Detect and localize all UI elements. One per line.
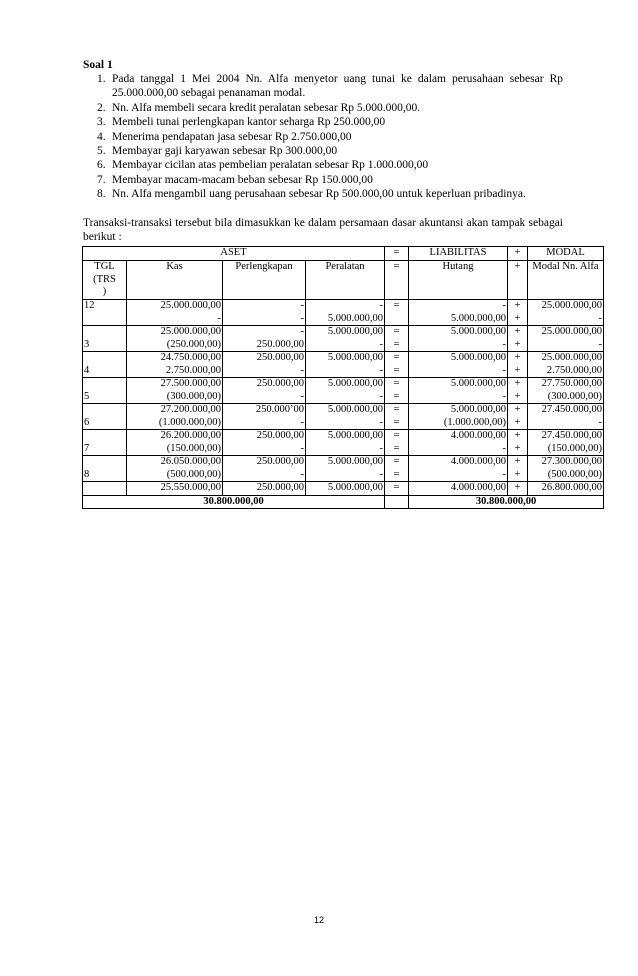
plus-cell-line: +	[514, 430, 521, 441]
list-item	[83, 101, 563, 115]
peralatan-cell-line: 5.000.000,00	[327, 456, 383, 467]
section-title: Soal 1	[83, 59, 113, 71]
plus-cell-line: +	[514, 378, 521, 389]
equals-header: =	[385, 247, 409, 261]
peralatan-cell-line: -	[379, 338, 383, 350]
kas-cell	[127, 300, 223, 326]
plus-cell	[508, 300, 528, 326]
hutang-cell-line: -	[502, 338, 506, 350]
perlengkapan-cell	[223, 456, 306, 482]
plus-cell-line: +	[514, 338, 521, 350]
peralatan-cell	[306, 378, 385, 404]
kas-cell-line: (300.000,00)	[166, 390, 221, 402]
plus-cell-line: +	[514, 468, 521, 480]
final-balance-row	[83, 482, 604, 496]
item-number: 7.	[97, 173, 106, 186]
plus-cell-line: +	[514, 456, 521, 467]
equals-cell-line: =	[393, 416, 400, 428]
equals-cell-line: =	[393, 468, 400, 480]
modal-cell-line: 27.450.000,00	[541, 430, 602, 441]
modal-cell	[528, 300, 604, 326]
hutang-cell	[409, 326, 508, 352]
equals-cell-line: =	[393, 300, 400, 311]
peralatan-cell-line: 5.000.000,00	[327, 404, 383, 415]
item-text: Membayar cicilan atas pembelian peralatan sebesar Rp 1.000.000,00	[112, 159, 429, 172]
modal-cell: 26.800.000,00	[528, 482, 604, 496]
hutang-cell-line: (1.000.000,00)	[443, 416, 506, 428]
plus-cell	[508, 326, 528, 352]
tgl-cell-line	[84, 430, 125, 443]
transaction-row	[83, 352, 604, 378]
kas-cell-line: 26.200.000,00	[160, 430, 221, 441]
hutang-header: Hutang	[409, 261, 508, 300]
plus-cell	[508, 352, 528, 378]
hutang-cell-line: 4.000.000,00	[450, 430, 506, 441]
equals-cell	[385, 352, 409, 378]
perlengkapan-cell	[223, 326, 306, 352]
peralatan-cell-line: -	[379, 390, 383, 402]
hutang-cell	[409, 456, 508, 482]
plus-cell-line: +	[514, 300, 521, 311]
equals-cell	[385, 326, 409, 352]
kas-cell-line: 25.000.000,00	[160, 326, 221, 337]
hutang-cell: 4.000.000,00	[409, 482, 508, 496]
tgl-cell	[83, 300, 127, 326]
kas-cell-line: 26.050.000,00	[160, 456, 221, 467]
hutang-cell-line: -	[502, 468, 506, 480]
perlengkapan-cell-line: -	[300, 468, 304, 480]
transaction-row	[83, 404, 604, 430]
total-liabilitas-modal: 30.800.000,00	[409, 495, 604, 509]
item-text: Nn. Alfa membeli secara kredit peralatan sebesar Rp 5.000.000,00.	[112, 101, 421, 114]
perlengkapan-cell-line: 250.000,00	[256, 352, 304, 363]
kas-header: Kas	[127, 261, 223, 300]
tgl-cell-line: 12	[84, 300, 95, 311]
hutang-cell	[409, 430, 508, 456]
peralatan-cell	[306, 300, 385, 326]
kas-cell-line: 24.750.000,00	[160, 352, 221, 363]
modal-cell-line: 25.000.000,00	[541, 326, 602, 337]
tgl-cell	[83, 326, 127, 352]
perlengkapan-cell-line: -	[300, 364, 304, 376]
tgl-cell-line	[84, 404, 125, 417]
peralatan-header: Peralatan	[306, 261, 385, 300]
perlengkapan-cell: 250.000,00	[223, 482, 306, 496]
plus-cell-line: +	[514, 442, 521, 454]
kas-cell-line: (250.000,00)	[166, 338, 221, 350]
equals-cell-line: =	[393, 430, 400, 441]
modal-cell-line: 27.450.000,00	[541, 404, 602, 415]
transaction-row	[83, 456, 604, 482]
plus-cell-line: +	[514, 404, 521, 415]
hutang-cell	[409, 300, 508, 326]
modal-cell-line: -	[598, 338, 602, 350]
hutang-cell-line: 5.000.000,00	[450, 326, 506, 337]
equals-cell	[385, 404, 409, 430]
tgl-cell-line: 6	[84, 416, 90, 428]
list-item	[83, 187, 563, 201]
transaction-row	[83, 378, 604, 404]
kas-cell	[127, 326, 223, 352]
equals-cell	[385, 456, 409, 482]
peralatan-cell-line: -	[379, 364, 383, 376]
perlengkapan-cell-line: 250.000’00	[255, 404, 304, 415]
peralatan-cell	[306, 404, 385, 430]
tgl-header	[83, 261, 127, 300]
kas-cell	[127, 404, 223, 430]
equals-cell-line: =	[393, 326, 400, 337]
hutang-cell-line: -	[502, 390, 506, 402]
peralatan-cell: 5.000.000,00	[306, 482, 385, 496]
transaction-row	[83, 430, 604, 456]
kas-cell-line: 25.000.000,00	[160, 300, 221, 311]
tgl-cell	[83, 378, 127, 404]
tgl-cell	[83, 482, 127, 496]
kas-cell	[127, 352, 223, 378]
equals-cell	[385, 300, 409, 326]
list-item	[83, 115, 563, 129]
list-item	[83, 173, 563, 187]
modal-cell-line: -	[598, 312, 602, 324]
hutang-cell-line: -	[502, 364, 506, 376]
peralatan-cell-line: 5.000.000,00	[327, 430, 383, 441]
perlengkapan-header: Perlengkapan	[223, 261, 306, 300]
item-text: Membayar gaji karyawan sebesar Rp 300.000,00	[112, 145, 338, 158]
group-header-row	[83, 247, 604, 261]
peralatan-cell	[306, 326, 385, 352]
list-item	[83, 130, 563, 144]
item-number: 4.	[97, 130, 106, 143]
perlengkapan-cell-line: 250.000,00	[256, 338, 304, 350]
modal-cell-line: (500.000,00)	[547, 468, 602, 480]
liabilitas-header: LIABILITAS	[409, 247, 508, 261]
kas-cell	[127, 430, 223, 456]
modal-cell	[528, 326, 604, 352]
tgl-cell-line	[84, 378, 125, 391]
plus-header: +	[508, 261, 528, 300]
item-number: 8.	[97, 188, 106, 201]
equals-cell	[385, 378, 409, 404]
equals-cell-line	[386, 313, 407, 326]
peralatan-cell-line: 5.000.000,00	[327, 378, 383, 389]
perlengkapan-cell-line: -	[300, 312, 304, 324]
plus-header: +	[508, 247, 528, 261]
item-number: 2.	[97, 101, 106, 114]
tgl-cell-line: 5	[84, 390, 90, 402]
equals-cell-line: =	[393, 390, 400, 402]
equals-cell	[385, 430, 409, 456]
hutang-cell-line: 5.000.000,00	[450, 312, 506, 324]
peralatan-cell-line: -	[379, 300, 383, 311]
peralatan-cell-line: 5.000.000,00	[327, 326, 383, 337]
modal-cell	[528, 352, 604, 378]
modal-cell	[528, 404, 604, 430]
plus-cell	[508, 456, 528, 482]
equals-cell: =	[385, 482, 409, 496]
list-item	[83, 72, 563, 101]
intro-paragraph: Transaksi-transaksi tersebut bila dimasukkan ke dalam persamaan dasar akuntansi akan tampak sebagai berikut :	[83, 217, 563, 244]
kas-cell-line: (150.000,00)	[166, 442, 221, 454]
plus-cell-line: +	[514, 390, 521, 402]
list-item	[83, 158, 563, 172]
list-item	[83, 144, 563, 158]
modal-alfa-header: Modal Nn. Alfa	[528, 261, 604, 300]
kas-cell: 25.550.000,00	[127, 482, 223, 496]
peralatan-cell-line: -	[379, 468, 383, 480]
modal-cell-line: 25.000.000,00	[541, 300, 602, 311]
tgl-header-line: )	[102, 286, 107, 297]
plus-cell	[508, 404, 528, 430]
kas-cell-line: (1.000.000,00)	[158, 416, 221, 428]
item-number: 1.	[97, 73, 106, 85]
modal-cell-line: 25.000.000,00	[541, 352, 602, 363]
tgl-header-line: TGL	[94, 261, 115, 272]
transaction-row	[83, 300, 604, 326]
perlengkapan-cell-line: -	[300, 326, 304, 337]
equals-cell-line: =	[393, 404, 400, 415]
hutang-cell-line: 5.000.000,00	[450, 404, 506, 415]
perlengkapan-cell	[223, 404, 306, 430]
perlengkapan-cell-line: -	[300, 390, 304, 402]
peralatan-cell	[306, 352, 385, 378]
hutang-cell-line: 5.000.000,00	[450, 378, 506, 389]
plus-cell: +	[508, 482, 528, 496]
hutang-cell-line: 5.000.000,00	[450, 352, 506, 363]
modal-cell	[528, 378, 604, 404]
hutang-cell-line: -	[502, 442, 506, 454]
aset-header: ASET	[83, 247, 385, 261]
plus-cell-line: +	[514, 326, 521, 337]
tgl-cell-line	[84, 456, 125, 469]
kas-cell-line: -	[217, 312, 221, 324]
perlengkapan-cell-line: 250.000,00	[256, 378, 304, 389]
item-text: Membayar macam-macam beban sebesar Rp 150.000,00	[112, 173, 373, 186]
perlengkapan-cell-line: 250.000,00	[256, 456, 304, 467]
item-text: Membeli tunai perlengkapan kantor seharga Rp 250.000,00	[112, 116, 386, 129]
item-number: 5.	[97, 145, 106, 158]
modal-header: MODAL	[528, 247, 604, 261]
peralatan-cell	[306, 456, 385, 482]
transaction-row	[83, 326, 604, 352]
modal-cell-line: 27.300.000,00	[541, 456, 602, 467]
perlengkapan-cell	[223, 378, 306, 404]
kas-cell-line: (500.000,00)	[166, 468, 221, 480]
equals-cell-line: =	[393, 352, 400, 363]
item-number: 6.	[97, 159, 106, 172]
item-text: Nn. Alfa mengambil uang perusahaan sebesar Rp 500.000,00 untuk keperluan pribadinya.	[112, 188, 526, 201]
hutang-cell-line: -	[502, 300, 506, 311]
modal-cell-line: 27.750.000,00	[541, 378, 602, 389]
hutang-cell	[409, 378, 508, 404]
perlengkapan-cell	[223, 430, 306, 456]
modal-cell-line: (300.000,00)	[547, 390, 602, 402]
peralatan-cell-line: -	[379, 416, 383, 428]
kas-cell-line: 27.500.000,00	[160, 378, 221, 389]
plus-cell-line: +	[514, 312, 521, 324]
modal-cell	[528, 430, 604, 456]
tgl-header-line: (TRS	[93, 273, 116, 285]
modal-cell	[528, 456, 604, 482]
totals-spacer	[385, 495, 409, 509]
perlengkapan-cell	[223, 300, 306, 326]
equals-cell-line: =	[393, 442, 400, 454]
tgl-cell	[83, 430, 127, 456]
transaction-list	[83, 72, 563, 202]
tgl-cell-line: 8	[84, 468, 90, 480]
accounting-equation-table	[82, 246, 604, 509]
equals-cell-line: =	[393, 364, 400, 376]
page-number: 12	[313, 915, 324, 925]
plus-cell	[508, 430, 528, 456]
equals-cell-line: =	[393, 338, 400, 350]
perlengkapan-cell-line: -	[300, 442, 304, 454]
column-header-row	[83, 261, 604, 300]
plus-cell-line: +	[514, 364, 521, 376]
tgl-cell-line	[84, 313, 125, 326]
tgl-cell	[83, 456, 127, 482]
plus-cell	[508, 378, 528, 404]
tgl-cell	[83, 404, 127, 430]
item-text: Pada tanggal 1 Mei 2004 Nn. Alfa menyetor uang tunai ke dalam perusahaan sebesar Rp 25.000.000,00 sebagai penanaman modal.	[112, 73, 563, 100]
equals-cell-line: =	[393, 378, 400, 389]
modal-cell-line: 2.750.000,00	[546, 364, 602, 376]
hutang-cell	[409, 404, 508, 430]
kas-cell	[127, 456, 223, 482]
equals-header: =	[385, 261, 409, 300]
hutang-cell-line: 4.000.000,00	[450, 456, 506, 467]
total-aset: 30.800.000,00	[83, 495, 385, 509]
tgl-cell-line	[84, 326, 125, 339]
tgl-cell-line: 3	[84, 338, 90, 350]
equals-cell-line: =	[393, 456, 400, 467]
item-text: Menerima pendapatan jasa sebesar Rp 2.750.000,00	[112, 130, 352, 143]
perlengkapan-cell-line: -	[300, 300, 304, 311]
plus-cell-line: +	[514, 416, 521, 428]
modal-cell-line: -	[598, 416, 602, 428]
kas-cell-line: 27.200.000,00	[160, 404, 221, 415]
peralatan-cell-line: 5.000.000,00	[327, 312, 383, 324]
item-number: 3.	[97, 116, 106, 129]
peralatan-cell-line: -	[379, 442, 383, 454]
tgl-cell-line: 4	[84, 364, 90, 376]
plus-cell-line: +	[514, 352, 521, 363]
modal-cell-line: (150.000,00)	[547, 442, 602, 454]
kas-cell	[127, 378, 223, 404]
peralatan-cell-line: 5.000.000,00	[327, 352, 383, 363]
tgl-cell	[83, 352, 127, 378]
perlengkapan-cell-line: 250.000,00	[256, 430, 304, 441]
peralatan-cell	[306, 430, 385, 456]
tgl-cell-line	[84, 352, 125, 365]
totals-row	[83, 495, 604, 509]
perlengkapan-cell	[223, 352, 306, 378]
perlengkapan-cell-line: -	[300, 416, 304, 428]
kas-cell-line: 2.750.000,00	[165, 364, 221, 376]
tgl-cell-line: 7	[84, 442, 90, 454]
hutang-cell	[409, 352, 508, 378]
